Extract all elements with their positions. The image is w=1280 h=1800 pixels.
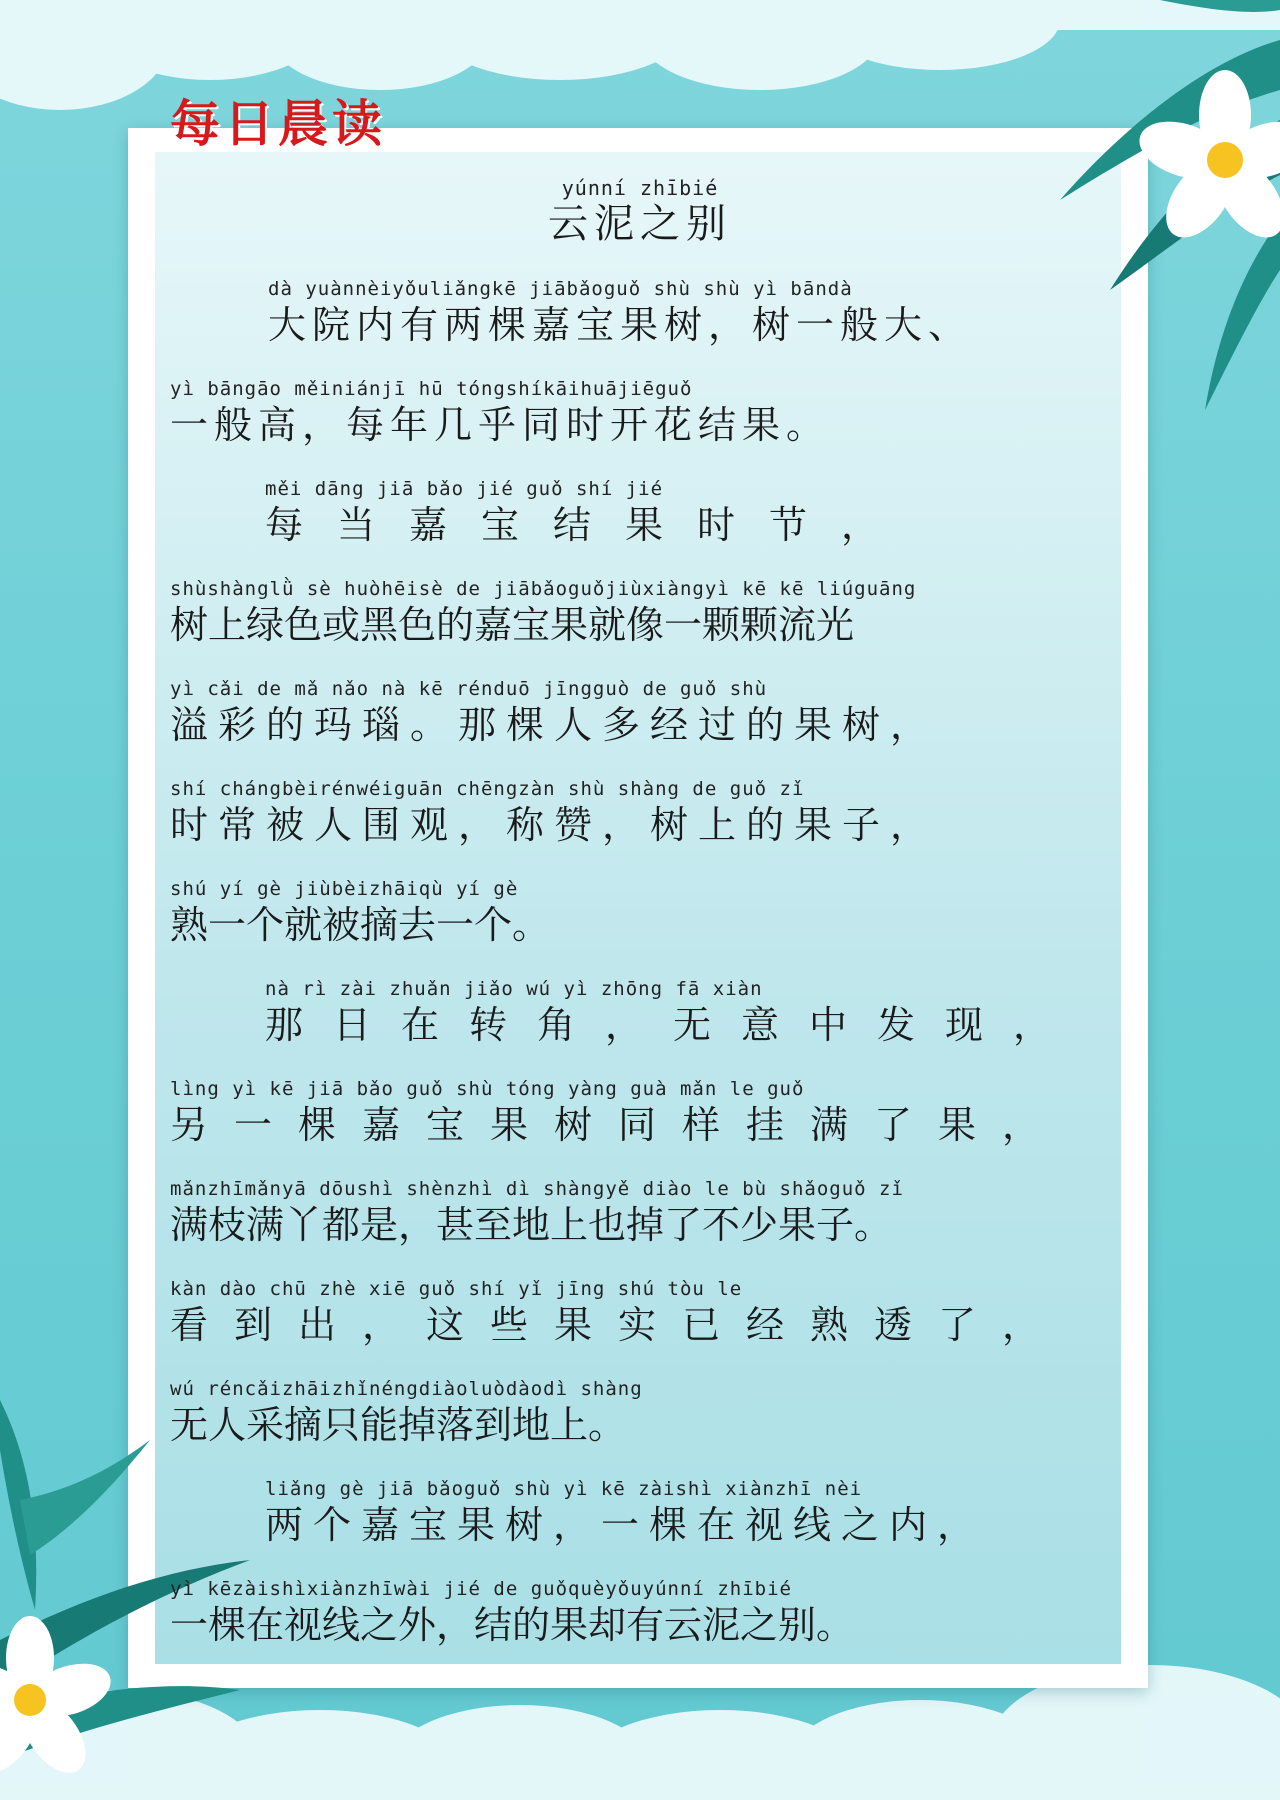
poem-line (265, 976, 1081, 1048)
line-text: 一般高，每年几乎同时开花结果。 (170, 403, 831, 447)
line-pinyin: lìng yì kē jiā bǎo guǒ shù tóng yàng guà mǎn le guǒ (170, 1078, 805, 1100)
line-pinyin: liǎng gè jiā bǎoguǒ shù yì kē zàishì xiànzhī nèi (265, 1478, 863, 1500)
line-text: 那日在转角，无意中发现， (265, 1003, 1082, 1047)
line-text: 大院内有两棵嘉宝果树，树一般大、 (268, 303, 973, 347)
line-text: 两个嘉宝果树，一棵在视线之内， (265, 1503, 986, 1547)
line-pinyin: yì kēzàishìxiànzhīwài jié de guǒquèyǒuyúnní zhībié (170, 1578, 792, 1600)
line-text: 时常被人围观，称赞，树上的果子， (170, 803, 939, 847)
palm-leaf-icon (1205, 220, 1280, 410)
header-title: 每日晨读 (170, 95, 386, 153)
poem-line (265, 1476, 985, 1548)
line-pinyin: wú réncǎizhāizhǐnéngdiàoluòdàodì shàng (170, 1378, 643, 1400)
line-pinyin: shùshànglǜ sè huòhēisè de jiābǎoguǒjiùxiàngyì kē kē liúguāng (170, 578, 917, 600)
poem-line (170, 576, 916, 648)
line-pinyin: dà yuànnèiyǒuliǎngkē jiābǎoguǒ shù shù yì bāndà (268, 278, 853, 300)
palm-leaf-icon (20, 1440, 150, 1555)
poem-line (170, 676, 938, 748)
poem-title-text: 云泥之别 (548, 201, 732, 247)
palm-leaf-icon (1160, 0, 1280, 12)
line-pinyin: měi dāng jiā bǎo jié guǒ shí jié (265, 478, 664, 500)
line-pinyin: nà rì zài zhuǎn jiǎo wú yì zhōng fā xiàn (265, 978, 763, 1000)
line-text: 熟一个就被摘去一个。 (170, 903, 551, 947)
line-text: 满枝满丫都是，甚至地上也掉了不少果子。 (170, 1203, 893, 1247)
line-text: 看到出，这些果实已经熟透了， (170, 1303, 1067, 1347)
poem-line (170, 1276, 1066, 1348)
line-text: 树上绿色或黑色的嘉宝果就像一颗颗流光 (170, 603, 855, 647)
poem-line (265, 476, 913, 548)
poem-line (170, 1376, 643, 1448)
line-pinyin: mǎnzhīmǎnyā dōushì shènzhì dì shàngyě diào le bù shǎoguǒ zǐ (170, 1178, 904, 1200)
line-pinyin: shú yí gè jiùbèizhāiqù yí gè (170, 878, 519, 900)
line-pinyin: kàn dào chū zhè xiē guǒ shí yǐ jīng shú tòu le (170, 1278, 743, 1300)
line-pinyin: yì cǎi de mǎ nǎo nà kē rénduō jīngguò de guǒ shù (170, 678, 768, 700)
poem-title (0, 175, 1280, 247)
poem-line (170, 1076, 1066, 1148)
line-pinyin: yì bāngāo měiniánjī hū tóngshíkāihuājiēguǒ (170, 378, 693, 400)
poem-line (268, 276, 972, 348)
poem-line (170, 776, 938, 848)
poem-title-pinyin: yúnní zhībié (561, 176, 719, 200)
line-text: 每当嘉宝结果时节， (265, 503, 914, 547)
poem-line (170, 1176, 904, 1248)
line-text: 一棵在视线之外，结的果却有云泥之别。 (170, 1603, 855, 1647)
poem-line (170, 376, 830, 448)
line-pinyin: shí chángbèirénwéiguān chēngzàn shù shàng de guǒ zǐ (170, 778, 805, 800)
line-text: 无人采摘只能掉落到地上。 (170, 1403, 627, 1447)
poem-line (170, 1576, 854, 1648)
line-text: 溢彩的玛瑙。那棵人多经过的果树， (170, 703, 939, 747)
poem-line (170, 876, 550, 948)
line-text: 另一棵嘉宝果树同样挂满了果， (170, 1103, 1067, 1147)
